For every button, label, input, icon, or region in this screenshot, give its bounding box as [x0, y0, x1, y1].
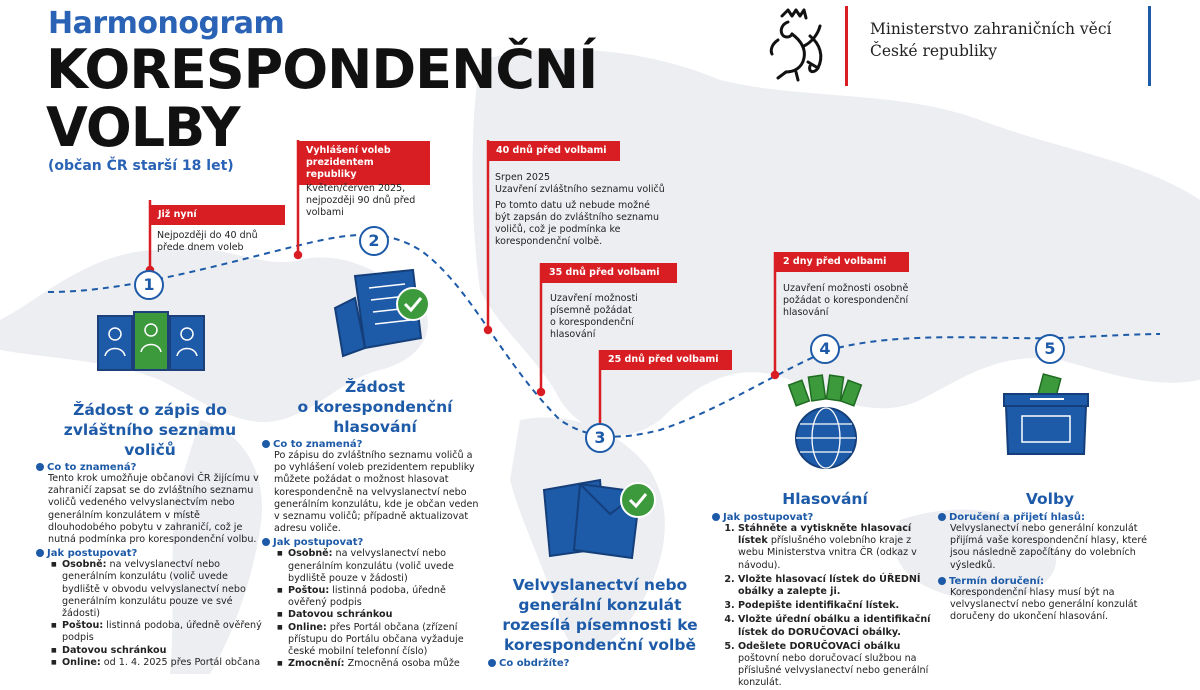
list-item: ■ Datovou schránkou [62, 645, 264, 657]
ministry-line1: Ministerstvo zahraničních věcí [870, 20, 1112, 38]
question-heading: Jak postupovat? [36, 548, 264, 559]
globe-ballots-icon [786, 372, 866, 472]
step-number-3: 3 [585, 423, 615, 453]
bullet-dot-icon [488, 659, 496, 667]
list-item: ■ Online: přes Portál občana (zřízení přístupu do Portálu občana vyžaduje české mobilní telefonní číslo) [288, 622, 484, 659]
step5-details [938, 512, 1148, 623]
timeline-label-6: 2 dny před volbami [775, 252, 909, 272]
step1-details [36, 462, 264, 669]
list-item: 2. Vložte hlasovací lístek do ÚŘEDNÍ obálky a zalepte ji. [738, 574, 934, 598]
step-title-3: Velvyslanectví nebo generální konzulát rozesílá písemnosti ke korespondenční volbě [502, 576, 698, 654]
method-list [36, 559, 264, 669]
timeline-label-5: 25 dnů před volbami [600, 350, 732, 370]
bullet-dot-icon [938, 577, 946, 585]
bullet-dot-icon [712, 513, 720, 521]
envelopes-check-icon [540, 470, 660, 560]
list-item: 5. Odešlete DORUČOVACÍ obálku poštovní nebo doručovací službou na příslušné velvyslanectví nebo generální konzulát. [738, 641, 934, 690]
list-item: 3. Podepište identifikační lístek. [738, 600, 934, 612]
step2-details [262, 439, 484, 670]
method-list [262, 548, 484, 670]
step-title-5: Volby [1025, 490, 1075, 508]
list-item: ■ Zmocnění: Zmocněná osoba může [288, 658, 484, 670]
answer-text: Velvyslanectví nebo generální konzulát přijímá vaše korespondenční hlasy, které jsou následně započítány do volebních výsledků. [950, 523, 1147, 571]
step3-details [488, 658, 688, 669]
question-heading: Doručení a přijetí hlasů: [938, 512, 1148, 523]
ministry-line2: České republiky [870, 42, 997, 60]
question-heading: Jak postupovat? [712, 512, 934, 523]
timeline-label-4: 35 dnů před volbami [541, 263, 677, 283]
list-item: ■ Datovou schránkou [288, 609, 484, 621]
timeline-note-2: Květen/červen 2025, nejpozději 90 dnů před volbami [306, 183, 416, 218]
timeline-note-6: Uzavření možnosti osobně požádat o korespondenční hlasování [783, 283, 909, 318]
list-item: 4. Vložte úřední obálku a identifikační lístek do DORUČOVACÍ obálky. [738, 614, 934, 638]
id-cards-icon [96, 308, 206, 374]
list-item: ■ Poštou: listinná podoba, úředně ověřený podpis [288, 585, 484, 609]
bullet-dot-icon [262, 440, 270, 448]
timeline-note-1: Nejpozději do 40 dnů přede dnem voleb [157, 230, 258, 253]
step-number-5: 5 [1035, 334, 1065, 364]
ballot-box-icon [1000, 372, 1092, 456]
bullet-dot-icon [262, 538, 270, 546]
harmonogram-heading: Harmonogram [48, 6, 285, 41]
timeline-label-3: 40 dnů před volbami [488, 141, 620, 161]
step-title-2: Žádost o korespondenční hlasování [297, 378, 453, 436]
question-heading: Co to znamená? [36, 462, 264, 473]
list-item: ■ Online: od 1. 4. 2025 přes Portál občana [62, 657, 264, 669]
answer-text: Korespondenční hlasy musí být na velvyslanectví nebo generální konzulát doručeny do ukončení hlasování. [950, 586, 1138, 623]
page-title-line2: VOLBY [46, 96, 240, 159]
bullet-dot-icon [36, 463, 44, 471]
page-subtitle: (občan ČR starší 18 let) [48, 158, 234, 174]
question-heading: Termín doručení: [938, 576, 1148, 587]
step-number-4: 4 [810, 334, 840, 364]
timeline-label-1: Již nyní [150, 205, 285, 225]
form-check-icon [325, 268, 435, 358]
timeline-note-4: Uzavření možnosti písemně požádat o korespondenční hlasování [550, 293, 638, 340]
timeline-note-3b: Uzavření zvláštního seznamu voličů [495, 184, 665, 195]
bullet-dot-icon [36, 549, 44, 557]
step-number-2: 2 [359, 226, 389, 256]
list-item: 1. Stáhněte a vytiskněte hlasovací lístek příslušného volebního kraje z webu Ministerstva vnitra ČR (odkaz v návodu). [738, 523, 934, 572]
question-heading: Jak postupovat? [262, 537, 484, 548]
timeline-note-3c: Po tomto datu už nebude možné být zapsán do zvláštního seznamu voličů, což je podmínka ke korespondenční volbě. [495, 200, 660, 247]
bullet-dot-icon [938, 513, 946, 521]
step-title-1: Žádost o zápis do zvláštního seznamu voličů [63, 401, 237, 459]
question-heading: Co to znamená? [262, 439, 484, 450]
answer-text: Tento krok umožňuje občanovi ČR žijícímu v zahraničí zapsat se do zvláštního seznamu voličů vedeného velvyslanectvím nebo generálním konzulátem v místě dlouhodobého pobytu v zahraničí, což je nutná podmínka pro korespondenční volbu. [48, 473, 259, 546]
timeline-note-3a: Srpen 2025 [495, 172, 551, 183]
page-title-line1: KORESPONDENČNÍ [46, 38, 598, 101]
list-item: ■ Osobně: na velvyslanectví nebo generálním konzulátu (volič uvede bydliště pouze v žádosti) [288, 548, 484, 585]
step-number-1: 1 [134, 270, 164, 300]
timeline-label-2: Vyhlášení voleb prezidentem republiky [298, 141, 430, 185]
step4-details [712, 512, 934, 690]
list-item: ■ Poštou: listinná podoba, úředně ověřený podpis [62, 620, 264, 644]
steps-list [712, 523, 934, 690]
step-title-4: Hlasování [782, 490, 868, 508]
list-item: ■ Osobně: na velvyslanectví nebo generálním konzulátu (volič uvede bydliště v obvodu velvyslanectví nebo generálním konzulátu pouze ve své žádosti) [62, 559, 264, 620]
answer-text: Po zápisu do zvláštního seznamu voličů a po vyhlášení voleb prezidentem republiky můžete požádat o možnost hlasovat korespondenčně na velvyslanectví nebo generálním konzulátu, kde je občan veden v seznamu voličů; případně aktualizovat adresu voliče. [274, 450, 479, 535]
question-heading: Co obdržíte? [488, 658, 688, 669]
